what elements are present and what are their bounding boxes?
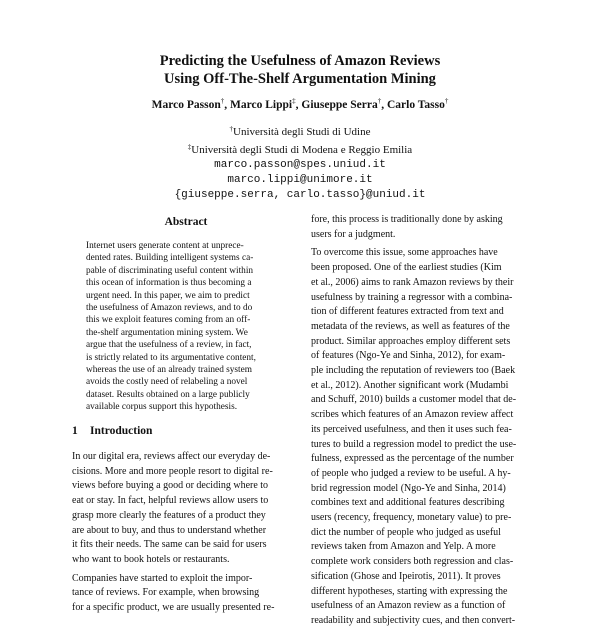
affiliations <box>0 122 600 203</box>
affiliation-modena: ‡Università degli Studi di Modena e Reggio Emilia <box>187 143 413 156</box>
paper-title <box>0 52 600 88</box>
section-title: Introduction <box>90 425 153 437</box>
email-address: marco.passon@spes.uniud.it <box>214 159 386 171</box>
affiliation-mark: † <box>377 97 382 105</box>
affiliation-mark: † <box>444 97 449 105</box>
abstract-text: Internet users generate content at unprece- dented rates. Building intelligent systems ca- pable of discriminating useful content within this ocean of information is thus becoming a urgent need. In this paper, we aim to predict the usefulness of Amazon reviews, and to do this we exploit features coming from an off- the-shelf argumentation mining system. We argue that the usefulness of a review, in fact, is strictly related to its argumentative content, whereas the use of an already trained system avoids the costly need of relabeling a novel dataset. Results obtained on a large publicly available corpus support this hypothesis. <box>86 241 256 413</box>
title-line-1: Predicting the Usefulness of Amazon Reviews <box>159 53 441 69</box>
section-heading <box>72 425 152 437</box>
author-name: Carlo Tasso <box>386 99 445 111</box>
section-number: 1 <box>72 425 78 437</box>
affiliation-mark: ‡ <box>292 97 296 105</box>
author-name: Giuseppe Serra <box>301 99 378 111</box>
email-address: {giuseppe.serra, carlo.tasso}@uniud.it <box>174 189 426 201</box>
paragraph: To overcome this issue, some approaches have been proposed. One of the earliest studies (Kim et al., 2006) aims to rank Amazon reviews by their usefulness by training a regressor with a combina- tion of different features extracted from text and metadata of the reviews, as well as features of the product. Similar approaches employ different sets of features (Ngo-Ye and Sinha, 2012), for exam- ple including the reputation of reviewers too (Baek et al., 2012). Another significant work (Mudambi and Schuff, 2010) builds a customer model that de- scribes which features of an Amazon review affect its perceived usefulness, and then it uses such fea- tures to build a regression model to predict the use- fulness, expressed as the percentage of the number of people who judged a review to be useful. A hy- brid regression model (Ngo-Ye and Sinha, 2014) combines text and additional features describing users (recency, frequency, monetary value) to pre- dict the number of people who judged as useful reviews taken from Amazon and Yelp. A more complete work considers both regression and clas- sification (Ghose and Ipeirotis, 2011). It proves different hypotheses, starting with expressing the usefulness of an Amazon review as a function of readability and subjectivity cues, and then convert- <box>311 247 517 626</box>
author-list: Marco Passon†, Marco Lippi‡, Giuseppe Serra†, Carlo Tasso† <box>151 97 449 111</box>
email-address: marco.lippi@unimore.it <box>227 174 373 186</box>
paragraph: In our digital era, reviews affect our everyday de- cisions. More and more people resort to digital re- views before buying a good or deciding where to eat or stay. In fact, helpful reviews allow users to grasp more clearly the features of a product they are about to buy, and thus to understand whether it fits their needs. The same can be said for users who want to book hotels or restaurants. <box>72 451 273 565</box>
abstract-heading: Abstract <box>164 216 208 228</box>
paragraph: fore, this process is traditionally done by asking users for a judgment. <box>311 214 503 240</box>
paragraph: Companies have started to exploit the impor- tance of reviews. For example, when browsing for a specific product, we are usually presented re- <box>72 572 275 614</box>
left-column-body <box>72 450 304 620</box>
affiliation-udine: †Università degli Studi di Udine <box>229 125 371 138</box>
author-name: Marco Passon <box>151 99 221 111</box>
title-line-2: Using Off-The-Shelf Argumentation Mining <box>164 71 436 87</box>
affiliation-mark: † <box>220 97 225 105</box>
right-column-body <box>311 213 533 633</box>
author-name: Marco Lippi <box>230 99 293 111</box>
